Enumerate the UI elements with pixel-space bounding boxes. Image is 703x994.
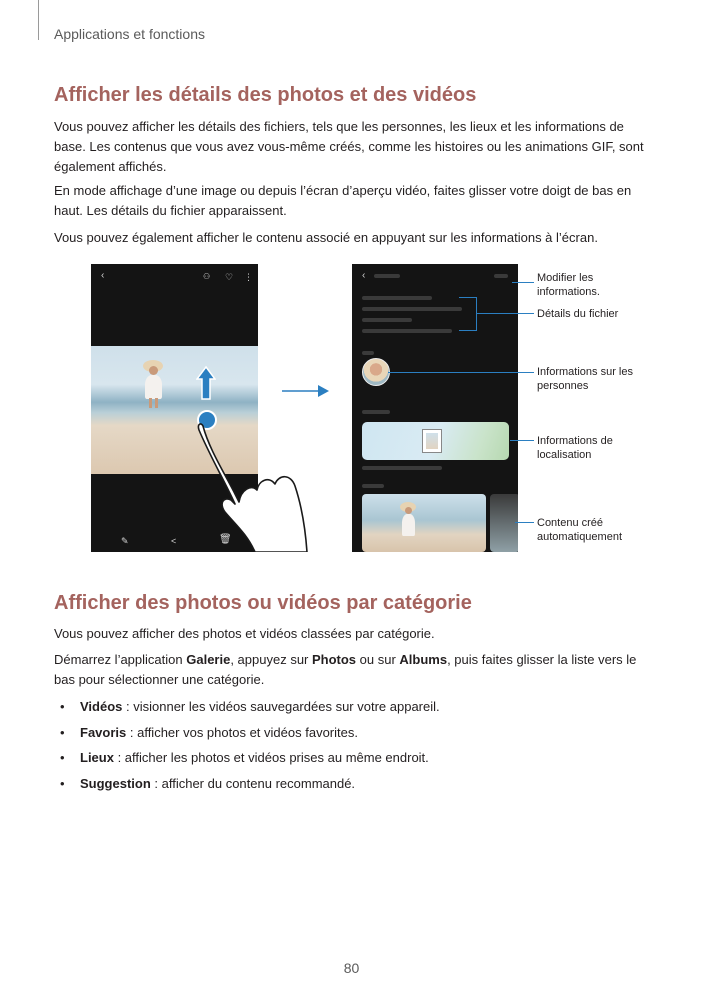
callout-line-content: [515, 522, 534, 523]
page-number: 80: [343, 960, 360, 976]
detail-line-1: [362, 296, 432, 300]
auto-content-thumbnail: [362, 494, 486, 552]
person-icon: ⚇: [203, 272, 211, 281]
paragraph-related: Vous pouvez également afficher le contenu associé en appuyant sur les informations à l’écran.: [54, 230, 598, 245]
details-back-icon: ‹: [362, 270, 366, 281]
callout-auto-content: Contenu créé automatiquement: [537, 517, 622, 543]
back-icon: ‹: [101, 270, 105, 281]
list-item: • Lieux : afficher les photos et vidéos prises au même endroit.: [60, 750, 429, 765]
list-item: • Vidéos : visionner les vidéos sauvegardées sur votre appareil.: [60, 699, 440, 714]
section-title-category: Afficher des photos ou vidéos par catégorie: [54, 592, 472, 614]
tab-photos: Photos: [311, 652, 357, 667]
people-header: [362, 351, 374, 355]
location-header: [362, 410, 390, 414]
more-icon: ⋮: [244, 272, 253, 282]
tab-albums: Albums: [399, 652, 448, 667]
edit-link: [494, 274, 508, 278]
location-map: [362, 422, 509, 460]
delete-icon: 🗑: [219, 534, 232, 545]
heart-icon: ♡: [225, 272, 234, 282]
detail-line-2: [362, 307, 462, 311]
detail-line-4: [362, 329, 452, 333]
callout-line-details: [476, 313, 534, 314]
callout-line-location: [510, 440, 534, 441]
category-list: [58, 697, 658, 799]
paragraph-category-steps: Démarrez l’application Galerie, appuyez sur Photos ou sur Albums, puis faites glisser la liste vers le bas pour sélectionner une catégorie.: [54, 652, 637, 687]
app-name-galerie: Galerie: [186, 652, 231, 667]
detail-line-3: [362, 318, 412, 322]
paragraph-category-intro: Vous pouvez afficher des photos et vidéos classées par catégorie.: [54, 626, 435, 641]
swipe-up-arrow-icon: [196, 366, 216, 400]
paragraph-intro: Vous pouvez afficher les détails des fichiers, tels que les personnes, les lieux et les informations de base. Les contenus que vous avez vous-même créés, comme les histoires ou les animations GIF, sont également affichés.: [54, 119, 644, 174]
share-icon: <: [171, 536, 177, 546]
paragraph-swipe: En mode affichage d’une image ou depuis l’écran d’aperçu vidéo, faites glisser votre doigt de bas en haut. Les détails du fichier apparaissent.: [54, 183, 632, 218]
header-rule: [38, 0, 39, 40]
right-arrow-icon: [282, 384, 330, 398]
edit-icon: ✎: [121, 536, 129, 546]
callout-file-details: Détails du fichier: [537, 308, 619, 320]
callout-edit: Modifier les informations.: [537, 272, 600, 298]
phone-screen-details-view: [352, 264, 518, 552]
map-photo-pin: [422, 429, 442, 453]
running-header: Applications et fonctions: [54, 26, 205, 42]
section-title-details: Afficher les détails des photos et des vidéos: [54, 84, 477, 106]
bracket-vertical: [476, 297, 477, 331]
list-item: • Favoris : afficher vos photos et vidéos favorites.: [60, 724, 358, 740]
person-face-thumbnail: [362, 358, 390, 386]
list-item: • Suggestion : afficher du contenu recommandé.: [60, 775, 356, 791]
stories-header: [362, 484, 384, 488]
bracket-bottom: [459, 330, 477, 331]
callout-line-people: [388, 372, 534, 373]
hand-icon: [195, 404, 315, 552]
location-address: [362, 466, 442, 470]
bracket-top: [459, 297, 477, 298]
callout-people: Informations sur les personnes: [537, 366, 633, 392]
auto-content-thumbnail-2: [490, 494, 518, 552]
details-title-bar: [374, 274, 400, 278]
callout-location: Informations de localisation: [537, 435, 613, 461]
callout-line-edit: [512, 282, 534, 283]
